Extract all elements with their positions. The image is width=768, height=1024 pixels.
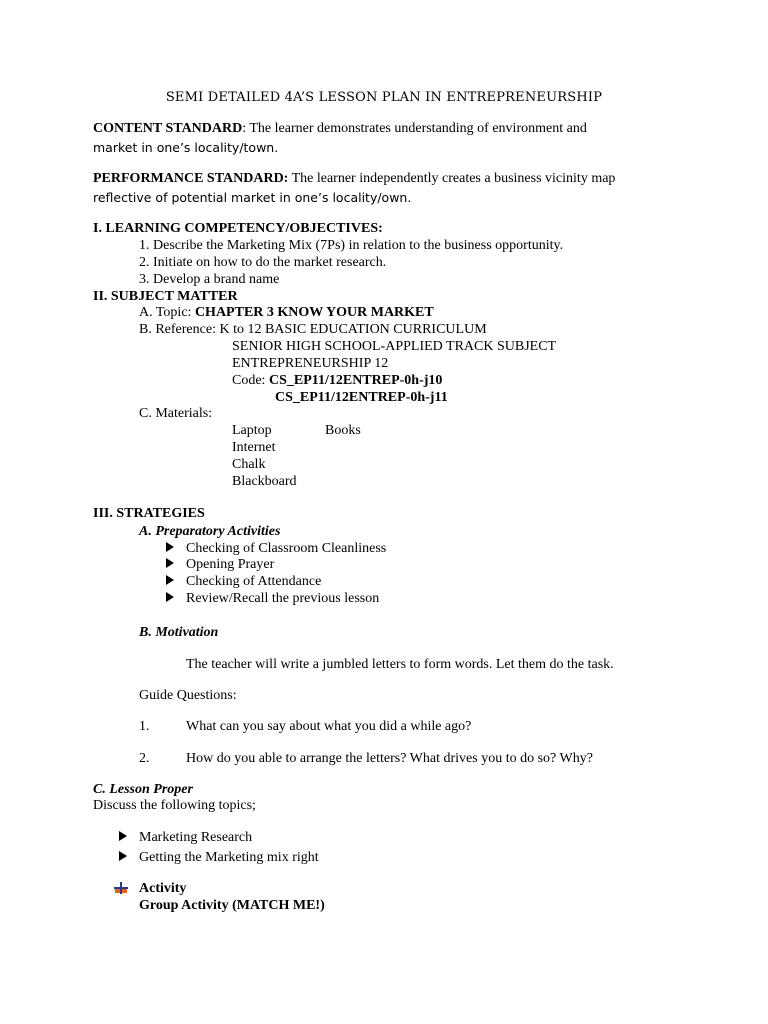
preparatory-item: Checking of Classroom Cleanliness (186, 541, 387, 556)
content-standard-text: : The learner demonstrates understanding of environment and (242, 121, 587, 136)
arrow-bullet-icon (166, 590, 174, 607)
code-line: Code: CS_EP11/12ENTREP-0h-j10 (232, 373, 443, 388)
material-item: Chalk (232, 457, 266, 472)
preparatory-heading: A. Preparatory Activities (139, 524, 281, 539)
content-standard-line2: market in one’s locality/town. (93, 140, 279, 155)
objective-item: 1. Describe the Marketing Mix (7Ps) in relation to the business opportunity. (139, 238, 564, 253)
question-number: 1. (139, 719, 150, 734)
arrow-bullet-icon (166, 573, 174, 590)
code-line (275, 389, 448, 406)
question-number: 2. (139, 751, 150, 766)
arrow-bullet-icon (166, 540, 174, 557)
material-item: Laptop (232, 423, 272, 438)
preparatory-item: Review/Recall the previous lesson (186, 591, 380, 606)
motivation-heading: B. Motivation (139, 625, 219, 640)
materials-label: C. Materials: (139, 406, 213, 421)
content-standard-line1 (93, 120, 587, 137)
section-objectives-heading: I. LEARNING COMPETENCY/OBJECTIVES: (93, 221, 383, 236)
performance-standard-line2: reflective of potential market in one’s locality/own. (93, 190, 412, 205)
reference-line: ENTREPRENEURSHIP 12 (232, 356, 389, 371)
code-value: CS_EP11/12ENTREP-0h-j11 (275, 390, 448, 405)
reference-line: SENIOR HIGH SCHOOL-APPLIED TRACK SUBJECT (232, 339, 557, 354)
preparatory-item: Checking of Attendance (186, 574, 322, 589)
lesson-topic-item: Marketing Research (139, 830, 253, 845)
reference-line: B. Reference: K to 12 BASIC EDUCATION CURRICULUM (139, 322, 487, 337)
code-value: CS_EP11/12ENTREP-0h-j10 (268, 373, 443, 388)
material-item: Books (325, 423, 361, 438)
activity-label: Activity (139, 881, 187, 896)
lesson-topic-item: Getting the Marketing mix right (139, 850, 319, 865)
material-item: Internet (232, 440, 276, 455)
question-text: How do you able to arrange the letters? What drives you to do so? Why? (186, 751, 593, 766)
objective-item: 3. Develop a brand name (139, 272, 280, 287)
motivation-text: The teacher will write a jumbled letters to form words. Let them do the task. (186, 657, 614, 672)
section-subject-heading: II. SUBJECT MATTER (93, 289, 238, 304)
guide-questions-label: Guide Questions: (139, 688, 237, 703)
activity-bullet-icon (114, 882, 128, 894)
topic-value: CHAPTER 3 KNOW YOUR MARKET (194, 305, 434, 320)
arrow-bullet-icon (166, 556, 174, 573)
content-standard-label: CONTENT STANDARD (93, 121, 243, 136)
preparatory-item: Opening Prayer (186, 557, 275, 572)
material-item: Blackboard (232, 474, 297, 489)
document-title: SEMI DETAILED 4A’S LESSON PLAN IN ENTREPRENEURSHIP (165, 90, 603, 105)
question-text: What can you say about what you did a while ago? (186, 719, 472, 734)
activity-title: Group Activity (MATCH ME!) (139, 898, 325, 913)
performance-standard-label: PERFORMANCE STANDARD: (93, 171, 289, 186)
arrow-bullet-icon (119, 829, 127, 846)
performance-standard-text: The learner independently creates a business vicinity map (288, 171, 616, 186)
lesson-proper-heading: C. Lesson Proper (93, 782, 193, 797)
performance-standard-line1 (93, 170, 615, 187)
section-strategies-heading: III. STRATEGIES (93, 506, 205, 521)
lesson-proper-intro: Discuss the following topics; (93, 798, 256, 813)
objective-item: 2. Initiate on how to do the market research. (139, 255, 387, 270)
arrow-bullet-icon (119, 849, 127, 866)
topic-line: A. Topic: CHAPTER 3 KNOW YOUR MARKET (139, 305, 434, 320)
